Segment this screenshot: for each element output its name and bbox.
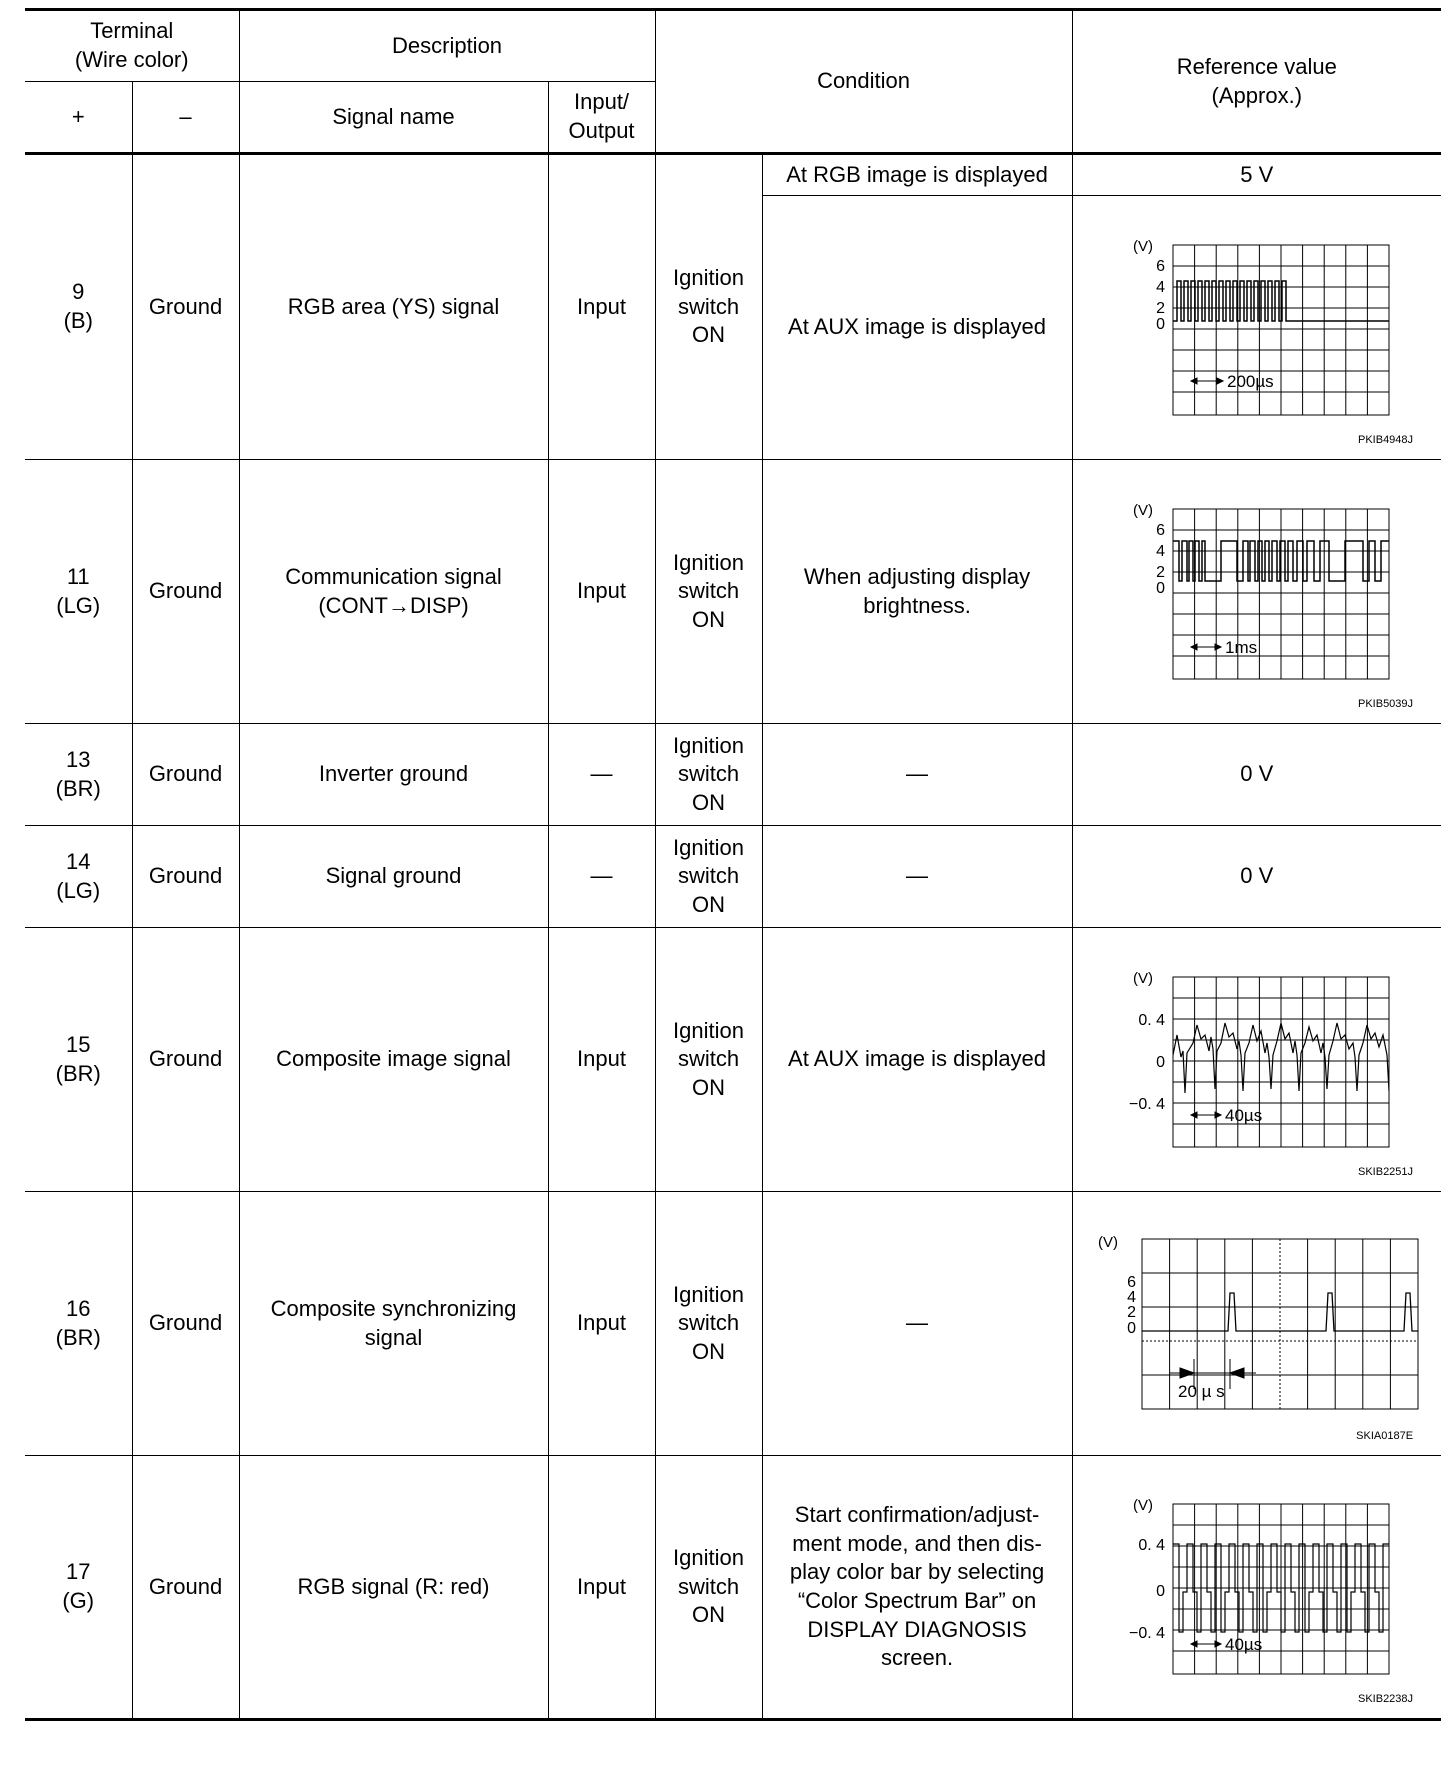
- ground-cell: Ground: [132, 826, 239, 928]
- waveform-cell: [1072, 1192, 1441, 1456]
- header-signal-name: Signal name: [239, 82, 548, 154]
- waveform-y-tick: −0. 4: [1128, 1625, 1165, 1642]
- figure-code: SKIB2251J: [1358, 1165, 1414, 1178]
- table-row: [25, 154, 1441, 196]
- signal-name-cell: Communication signal (CONT→DISP): [239, 460, 548, 724]
- waveform-time-label: 200µs: [1226, 371, 1274, 391]
- waveform-chart-rgb-area: [1107, 233, 1407, 423]
- waveform-y-tick: 2: [1155, 563, 1165, 581]
- waveform-grid: [1173, 509, 1389, 679]
- waveform-y-tick: −0. 4: [1128, 1095, 1165, 1113]
- signal-name-cell: Signal ground: [239, 826, 548, 928]
- waveform-y-tick: 0: [1126, 1319, 1136, 1337]
- waveform-time-label: 20 µ s: [1177, 1381, 1225, 1401]
- condition-cell: When adjusting display brightness.: [762, 460, 1072, 724]
- figure-code: PKIB5039J: [1358, 697, 1414, 710]
- reference-value-cell: 0 V: [1072, 724, 1441, 826]
- terminal-reference-table: [25, 8, 1441, 1721]
- terminal-cell: 17 (G): [25, 1456, 132, 1720]
- waveform-y-unit: (V): [1132, 969, 1153, 987]
- ground-cell: Ground: [132, 724, 239, 826]
- header-input-output: Input/ Output: [548, 82, 655, 154]
- header-plus: +: [25, 82, 132, 154]
- waveform-time-label: 1ms: [1224, 637, 1257, 657]
- ground-cell: Ground: [132, 154, 239, 460]
- waveform-y-tick: 0. 4: [1138, 1537, 1165, 1554]
- table-row: [25, 826, 1441, 928]
- signal-name-cell: RGB area (YS) signal: [239, 154, 548, 460]
- figure-code: PKIB4948J: [1358, 433, 1414, 446]
- waveform-y-tick: 2: [1155, 299, 1165, 317]
- waveform-cell: [1072, 196, 1441, 460]
- ignition-cell: Ignition switch ON: [655, 154, 762, 460]
- header-condition: Condition: [655, 10, 1072, 154]
- waveform-y-tick: 0: [1155, 579, 1165, 597]
- terminal-cell: 16 (BR): [25, 1192, 132, 1456]
- io-cell: Input: [548, 154, 655, 460]
- condition-cell: At AUX image is displayed: [762, 928, 1072, 1192]
- ground-cell: Ground: [132, 460, 239, 724]
- ignition-cell: Ignition switch ON: [655, 460, 762, 724]
- io-cell: Input: [548, 928, 655, 1192]
- io-cell: —: [548, 826, 655, 928]
- terminal-cell: 13 (BR): [25, 724, 132, 826]
- waveform-y-tick: 6: [1155, 257, 1165, 275]
- condition-cell: —: [762, 1192, 1072, 1456]
- waveform-y-tick: 0: [1155, 315, 1165, 333]
- waveform-y-tick: 4: [1155, 278, 1165, 296]
- time-scale-arrow: [1191, 644, 1221, 650]
- waveform-grid: [1173, 1504, 1389, 1674]
- waveform-y-tick: 4: [1126, 1288, 1136, 1306]
- waveform-chart-rgb-red: [1107, 1492, 1407, 1682]
- ground-cell: Ground: [132, 928, 239, 1192]
- io-cell: Input: [548, 1192, 655, 1456]
- ignition-cell: Ignition switch ON: [655, 928, 762, 1192]
- figure-code: SKIB2238J: [1358, 1692, 1414, 1705]
- waveform-y-tick: 2: [1126, 1303, 1136, 1321]
- waveform-cell: [1072, 928, 1441, 1192]
- waveform-y-unit: (V): [1132, 1497, 1153, 1514]
- signal-name-cell: RGB signal (R: red): [239, 1456, 548, 1720]
- condition-cell: —: [762, 724, 1072, 826]
- ignition-cell: Ignition switch ON: [655, 1456, 762, 1720]
- reference-value-cell: 5 V: [1072, 154, 1441, 196]
- waveform-chart-composite-sync: [1092, 1229, 1422, 1419]
- waveform-grid: [1173, 977, 1389, 1147]
- waveform-y-tick: 0: [1155, 1053, 1165, 1071]
- condition-cell: —: [762, 826, 1072, 928]
- table-row: [25, 1192, 1441, 1456]
- waveform-y-tick: 0: [1155, 1583, 1165, 1600]
- waveform-cell: [1072, 1456, 1441, 1720]
- waveform-chart-communication: [1107, 497, 1407, 687]
- waveform-y-unit: (V): [1097, 1233, 1118, 1251]
- waveform-y-tick: 4: [1155, 542, 1165, 560]
- waveform-y-tick: 6: [1126, 1273, 1136, 1291]
- waveform-y-unit: (V): [1132, 501, 1153, 519]
- waveform-chart-composite-image: [1107, 965, 1407, 1155]
- condition-cell: Start confirmation/adjust- ment mode, and then dis- play color bar by selecting “Color Spectrum Bar” on DISPLAY DIAGNOSIS screen.: [762, 1456, 1072, 1720]
- ground-cell: Ground: [132, 1456, 239, 1720]
- ground-cell: Ground: [132, 1192, 239, 1456]
- terminal-cell: 11 (LG): [25, 460, 132, 724]
- waveform-time-label: 40µs: [1224, 1635, 1263, 1654]
- table-row: [25, 460, 1441, 724]
- figure-code: SKIA0187E: [1356, 1429, 1414, 1442]
- io-cell: —: [548, 724, 655, 826]
- signal-name-cell: Inverter ground: [239, 724, 548, 826]
- header-reference-value: Reference value (Approx.): [1072, 10, 1441, 154]
- waveform-y-tick: 0. 4: [1138, 1011, 1165, 1029]
- header-description: Description: [239, 10, 655, 82]
- terminal-cell: 9 (B): [25, 154, 132, 460]
- io-cell: Input: [548, 460, 655, 724]
- reference-value-cell: 0 V: [1072, 826, 1441, 928]
- ignition-cell: Ignition switch ON: [655, 724, 762, 826]
- signal-name-cell: Composite synchronizing signal: [239, 1192, 548, 1456]
- io-cell: Input: [548, 1456, 655, 1720]
- condition-cell: At RGB image is displayed: [762, 154, 1072, 196]
- condition-cell: At AUX image is displayed: [762, 196, 1072, 460]
- waveform-grid: [1173, 245, 1389, 415]
- time-scale-arrow: [1191, 1112, 1221, 1118]
- terminal-reference-table-page: [25, 8, 1441, 1721]
- terminal-cell: 14 (LG): [25, 826, 132, 928]
- header-minus: –: [132, 82, 239, 154]
- time-scale-arrow: [1191, 378, 1223, 384]
- waveform-time-label: 40µs: [1224, 1105, 1263, 1125]
- waveform-y-tick: 6: [1155, 521, 1165, 539]
- time-scale-arrow: [1191, 1641, 1221, 1647]
- waveform-cell: [1072, 460, 1441, 724]
- header-terminal: Terminal (Wire color): [25, 10, 239, 82]
- ignition-cell: Ignition switch ON: [655, 826, 762, 928]
- table-row: [25, 1456, 1441, 1720]
- table-row: [25, 928, 1441, 1192]
- table-row: [25, 724, 1441, 826]
- terminal-cell: 15 (BR): [25, 928, 132, 1192]
- ignition-cell: Ignition switch ON: [655, 1192, 762, 1456]
- waveform-y-unit: (V): [1132, 237, 1153, 255]
- signal-name-cell: Composite image signal: [239, 928, 548, 1192]
